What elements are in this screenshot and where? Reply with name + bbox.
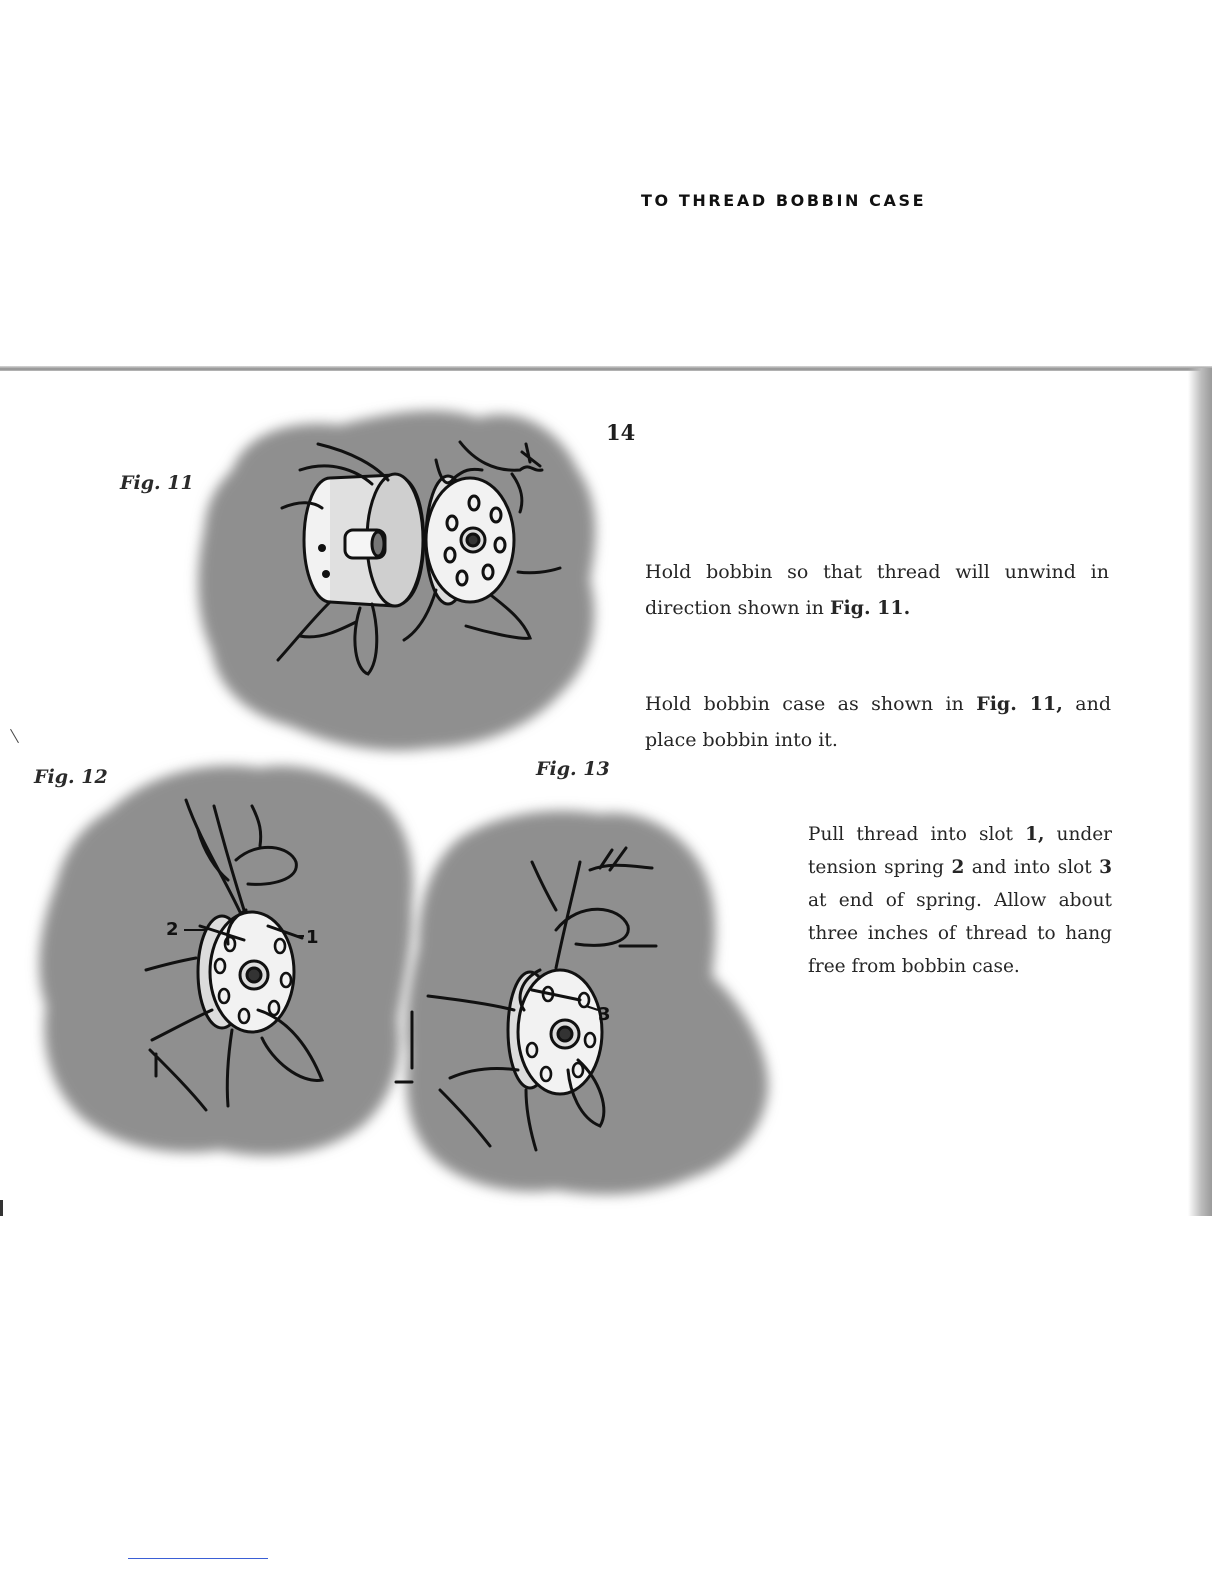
figure-reference: Fig. 11. (829, 597, 911, 619)
slot-number: 3 (1099, 857, 1112, 878)
fig-13-illustration (396, 811, 768, 1195)
fig-11-illustration (198, 411, 595, 751)
page-number: 14 (606, 420, 636, 445)
paragraph-text: Pull thread into slot (808, 824, 1026, 845)
fig-13-callout-3: 3 (598, 1004, 611, 1025)
slot-number: 1, (1025, 824, 1045, 845)
instruction-paragraph-1 (645, 554, 1109, 626)
paragraph-text: and place bobbin into it. (645, 693, 1111, 751)
fig-13-label: Fig. 13 (536, 758, 610, 780)
fig-12-illustration (39, 766, 413, 1156)
paragraph-text: under tension spring (808, 824, 1112, 878)
fig-12-callout-2: 2 (166, 919, 179, 940)
fig-11-label: Fig. 11 (120, 472, 194, 494)
paragraph-text: at end of spring. Allow about three inches of thread to hang free from bobbin case. (808, 890, 1112, 977)
fig-12-label: Fig. 12 (34, 766, 108, 788)
section-heading: TO THREAD BOBBIN CASE (641, 191, 927, 210)
paragraph-text: and into slot (964, 857, 1100, 878)
instruction-paragraph-3 (808, 818, 1112, 983)
instruction-paragraph-2 (645, 686, 1111, 758)
paragraph-text: Hold bobbin case as shown in (645, 693, 977, 715)
paragraph-text: Hold bobbin so that thread will unwind in direction shown in (645, 561, 1109, 619)
spring-number: 2 (951, 857, 965, 878)
fig-12-callout-1: 1 (306, 927, 319, 948)
figure-reference: Fig. 11, (976, 693, 1063, 715)
